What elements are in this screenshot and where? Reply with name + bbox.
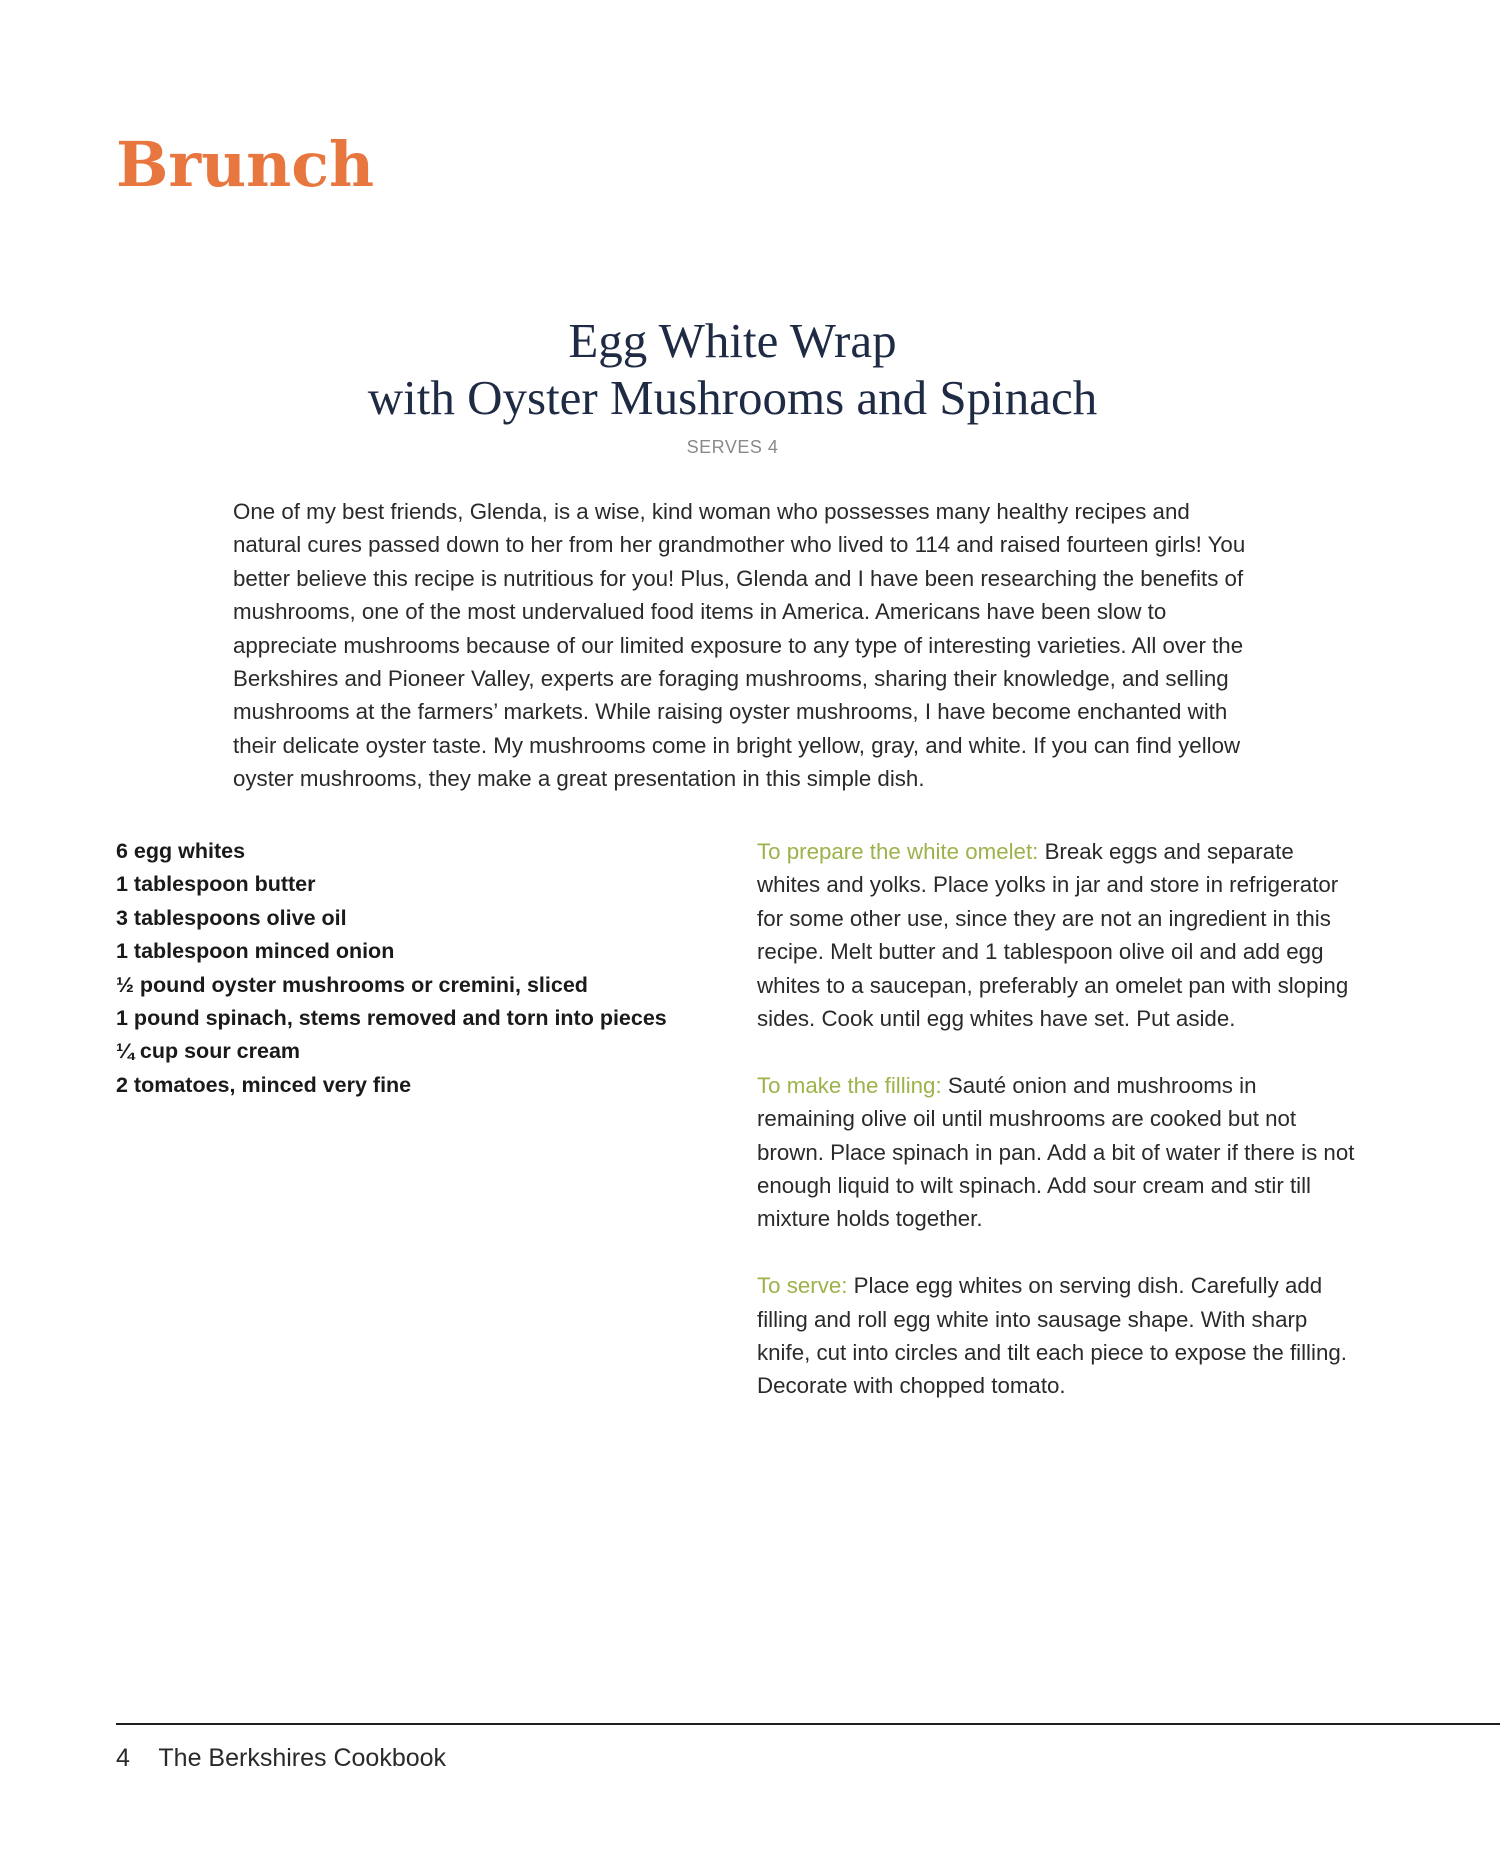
serves-label: SERVES 4 — [686, 437, 779, 457]
recipe-intro: One of my best friends, Glenda, is a wise, kind woman who possesses many healthy recipes and natural cures passed down to her from her grandmother who lived to 114 and raised fourteen girls! You better believe this recipe is nutritious for you! Plus, Glenda and I have been researching the benefits of mushrooms, one of the most undervalued food items in America. Americans have been slow to appreciate mushrooms because of our limited exposure to any type of interesting varieties. All over the Berkshires and Pioneer Valley, experts are foraging mushrooms, sharing their knowledge, and selling mushrooms at the farmers’ markets. While raising oyster mushrooms, I have become enchanted with their delicate oyster taste. My mushrooms come in bright yellow, gray, and white. If you can find yellow oyster mushrooms, they make a great presentation in this simple dish. — [233, 499, 1246, 792]
ingredient-item: 1 tablespoon minced onion — [116, 939, 395, 964]
page-number: 4 — [116, 1744, 130, 1772]
ingredient-item: ¼ cup sour cream — [116, 1039, 301, 1064]
step-text: Break eggs and separate whites and yolks. Place yolks in jar and store in refrigerator for some other use, since they are not an ingredient in this recipe. Melt butter and 1 tablespoon olive oil and add egg whites to a saucepan, preferably an omelet pan with sloping sides. Cook until egg whites have set. Put aside. — [757, 839, 1349, 1032]
ingredient-list — [116, 835, 736, 1102]
recipe-title-line-2: with Oyster Mushrooms and Spinach — [367, 370, 1098, 425]
ingredient-item: 1 pound spinach, stems removed and torn into pieces — [116, 1006, 667, 1031]
step-serve — [757, 1269, 1357, 1403]
recipe-title-line-1: Egg White Wrap — [568, 313, 897, 368]
ingredient-item: 2 tomatoes, minced very fine — [116, 1072, 412, 1097]
step-label: To serve: — [757, 1273, 848, 1299]
step-text: Sauté onion and mushrooms in remaining olive oil until mushrooms are cooked but not brown. Place spinach in pan. Add a bit of water if there is not enough liquid to wilt spinach. Add sour cream and stir till mixture holds together. — [757, 1072, 1355, 1232]
step-label: To make the filling: — [757, 1072, 942, 1098]
section-title: Brunch — [116, 128, 375, 201]
footer-divider — [116, 1723, 1500, 1725]
book-title: The Berkshires Cookbook — [158, 1744, 447, 1772]
ingredient-item: 6 egg whites — [116, 839, 246, 863]
ingredient-item: 3 tablespoons olive oil — [116, 905, 347, 930]
ingredient-item: 1 tablespoon butter — [116, 872, 316, 897]
ingredient-item: ½ pound oyster mushrooms or cremini, sliced — [116, 972, 588, 997]
page-footer — [116, 1742, 446, 1774]
recipe-title — [0, 312, 1465, 426]
step-text: Place egg whites on serving dish. Carefully add filling and roll egg white into sausage shape. With sharp knife, cut into circles and tilt each piece to expose the filling. Decorate with chopped tomato. — [757, 1273, 1347, 1399]
step-make-filling — [757, 1069, 1357, 1236]
directions — [757, 835, 1357, 1436]
step-prepare-omelet — [757, 835, 1357, 1035]
step-label: To prepare the white omelet: — [757, 839, 1039, 864]
